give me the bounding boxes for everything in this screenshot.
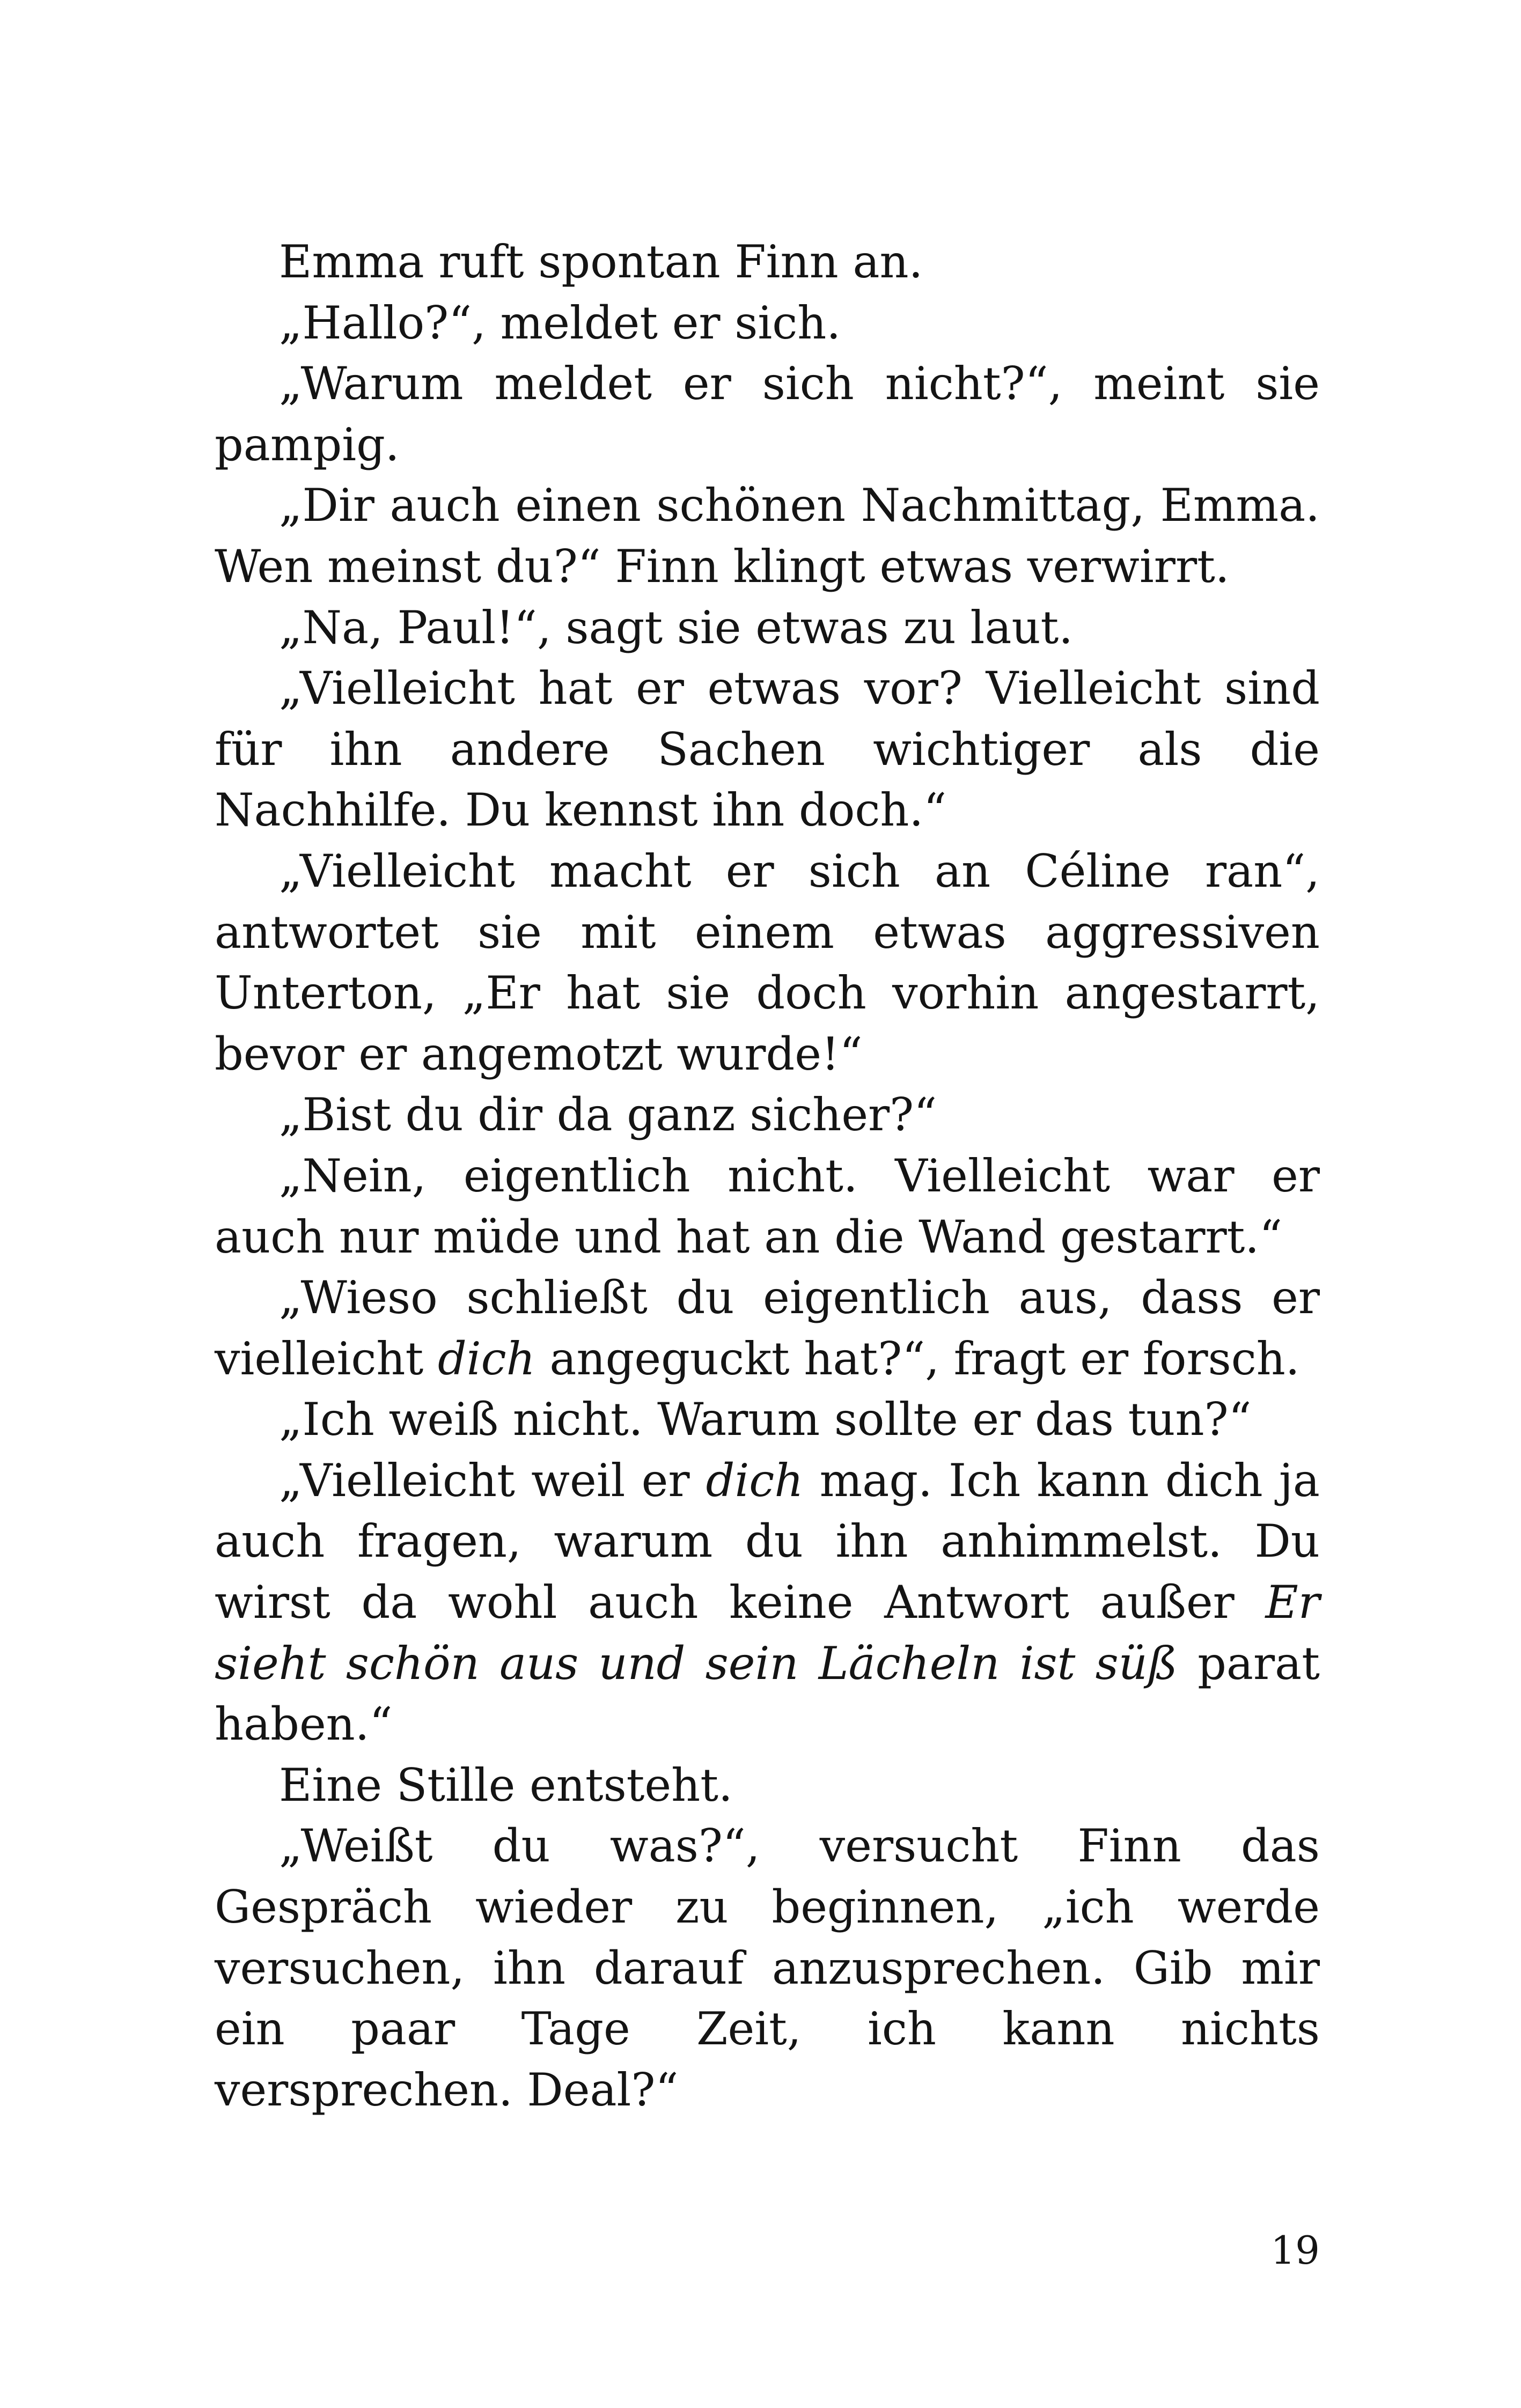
paragraph: Emma ruft spontan Finn an. <box>279 235 923 288</box>
text-run: parat haben.“ <box>215 1637 1320 1751</box>
text-run: „Vielleicht weil er <box>279 1454 706 1507</box>
paragraph: Eine Stille entsteht. <box>279 1758 733 1811</box>
paragraph: „Na, Paul!“, sagt sie etwas zu laut. <box>279 601 1074 654</box>
paragraph: „Ich weiß nicht. Warum sollte er das tun?“ <box>279 1393 1252 1446</box>
page-number: 19 <box>1270 2228 1320 2273</box>
paragraph: „Nein, eigentlich nicht. Vielleicht war er auch nur müde und hat an die Wand gestarrt.“ <box>215 1149 1320 1263</box>
paragraph: „Bist du dir da ganz sicher?“ <box>279 1088 937 1142</box>
paragraph <box>215 1450 1320 1755</box>
paragraph: „Vielleicht hat er etwas vor? Vielleicht sind für ihn andere Sachen wichtiger als die Nachhilfe. Du kennst ihn doch.“ <box>215 662 1320 837</box>
paragraph: „Weißt du was?“, versucht Finn das Gespräch wieder zu beginnen, „ich werde versuchen, ihn darauf anzusprechen. Gib mir ein paar Tage Zeit, ich kann nichts versprechen. Deal?“ <box>215 1820 1320 2116</box>
text-run: mag. Ich kann dich ja auch fragen, warum du ihn anhimmelst. Du wirst da wohl auch keine Antwort außer <box>215 1454 1320 1629</box>
body-text <box>215 232 1320 2120</box>
emphasis: dich <box>706 1454 804 1507</box>
paragraph: „Dir auch einen schönen Nachmittag, Emma. Wen meinst du?“ Finn klingt etwas verwirrt. <box>215 479 1320 593</box>
emphasis: Er sieht schön aus und sein Lächeln ist süß <box>215 1576 1320 1690</box>
text-run: angeguckt hat?“, fragt er forsch. <box>535 1332 1300 1385</box>
paragraph <box>215 1268 1320 1389</box>
paragraph: „Warum meldet er sich nicht?“, meint sie pampig. <box>215 357 1320 471</box>
paragraph: „Hallo?“, meldet er sich. <box>279 296 841 349</box>
emphasis: dich <box>437 1332 535 1385</box>
paragraph: „Vielleicht macht er sich an Céline ran“, antwortet sie mit einem etwas aggressiven Unterton, „Er hat sie doch vorhin angestarrt, bevor er angemotzt wurde!“ <box>215 844 1320 1080</box>
text-run: „Wieso schließt du eigentlich aus, dass er vielleicht <box>215 1271 1320 1385</box>
